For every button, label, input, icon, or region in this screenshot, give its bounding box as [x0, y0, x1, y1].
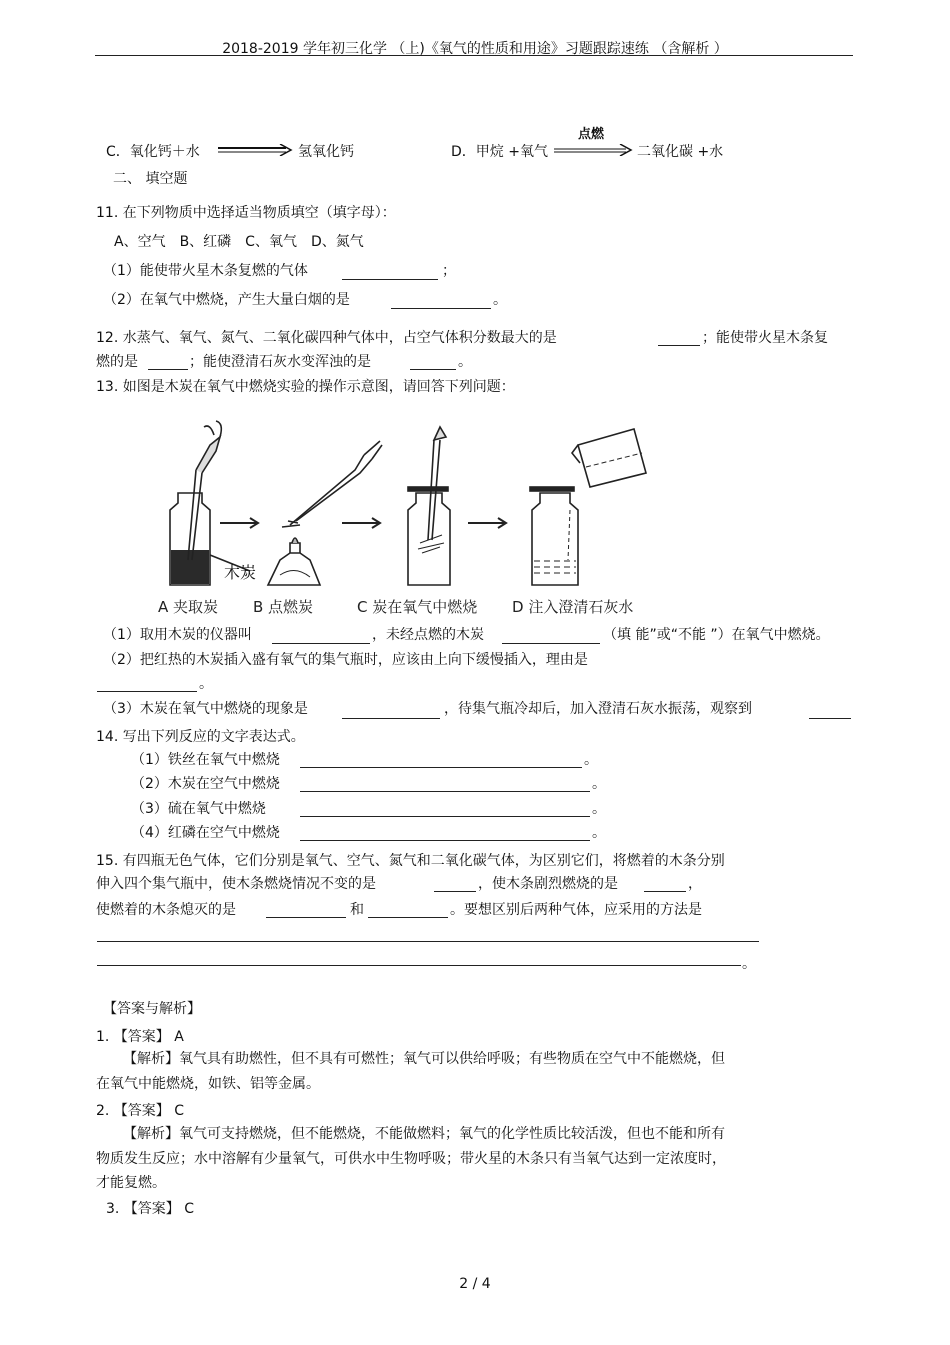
q14-item-1-end: 。 [584, 752, 598, 768]
answer-blank[interactable] [391, 308, 491, 309]
answer-blank[interactable] [300, 816, 590, 817]
answer-1-explanation-line2: 在氧气中能燃烧，如铁、铝等金属。 [96, 1076, 320, 1092]
q11-part1: （1）能使带火星木条复燃的气体 [103, 263, 308, 279]
q15-line1: 15. 有四瓶无色气体，它们分别是氧气、空气、氮气和二氧化碳气体，为区别它们，将燃着的木条分别 [96, 853, 725, 869]
q14-item-3: （3）硫在氧气中燃烧 [131, 801, 266, 817]
equation-d-reactants: D．甲烷 +氧气 [451, 144, 548, 160]
q11-part1-end: ； [442, 263, 456, 279]
answer-blank[interactable] [97, 965, 741, 966]
reaction-arrow-d [552, 144, 634, 156]
answer-blank[interactable] [434, 891, 476, 892]
figure-caption-c: C 炭在氧气中燃烧 [357, 598, 478, 616]
answer-2-explanation-line3: 才能复燃。 [96, 1175, 166, 1191]
q14-item-4-end: 。 [592, 825, 606, 841]
q15-line3-b: 和 [350, 902, 364, 918]
answer-blank[interactable] [658, 345, 700, 346]
q14-item-1: （1）铁丝在氧气中燃烧 [131, 752, 280, 768]
q11-stem: 11. 在下列物质中选择适当物质填空（填字母）： [96, 205, 396, 221]
charcoal-label: 木炭 [224, 563, 257, 582]
q15-line2-a: 伸入四个集气瓶中，使木条燃烧情况不变的是 [96, 876, 376, 892]
q13-stem: 13. 如图是木炭在氧气中燃烧实验的操作示意图，请回答下列问题： [96, 379, 515, 395]
q13-part2-end: 。 [199, 676, 213, 692]
q13-part1-c: （填 能”或“不能 ”）在氧气中燃烧。 [603, 627, 830, 643]
answer-2-explanation-line2: 物质发生反应；水中溶解有少量氧气，可供水中生物呼吸；带火星的木条只有当氧气达到一定浓度时， [96, 1151, 726, 1167]
q11-options: A、空气 B、红磷 C、氧气 D、氮气 [114, 234, 364, 250]
answer-blank[interactable] [644, 891, 686, 892]
q12-line2-b: ；能使澄清石灰水变浑浊的是 [189, 354, 371, 370]
charcoal-experiment-figure [150, 415, 670, 595]
q11-part2: （2）在氧气中燃烧，产生大量白烟的是 [103, 292, 350, 308]
figure-caption-b: B 点燃炭 [253, 598, 314, 616]
q13-part3-b: ，待集气瓶冷却后，加入澄清石灰水振荡，观察到 [444, 701, 752, 717]
equation-c-reactants: C．氧化钙＋水 [106, 144, 200, 160]
answer-blank[interactable] [97, 941, 759, 942]
answer-2: 2. 【答案】 C [96, 1103, 185, 1119]
answer-blank[interactable] [502, 643, 600, 644]
q12-line2-a: 燃的是 [96, 354, 138, 370]
answer-blank[interactable] [342, 718, 440, 719]
figure-caption-d: D 注入澄清石灰水 [512, 598, 634, 616]
reaction-arrow-c [216, 144, 294, 156]
section-title: 二、 填空题 [113, 171, 188, 187]
answer-blank[interactable] [368, 917, 448, 918]
q13-part1-a: （1）取用木炭的仪器叫 [103, 627, 252, 643]
answer-blank[interactable] [410, 369, 456, 370]
q15-line2-c: ， [688, 876, 702, 892]
q14-item-3-end: 。 [592, 801, 606, 817]
q14-item-4: （4）红磷在空气中燃烧 [131, 825, 280, 841]
q15-line2-b: ，使木条剧烈燃烧的是 [478, 876, 618, 892]
q12-line1: 12. 水蒸气、氧气、氮气、二氧化碳四种气体中，占空气体积分数最大的是 [96, 330, 557, 346]
q15-line3-a: 使燃着的木条熄灭的是 [96, 902, 236, 918]
q11-part2-end: 。 [493, 292, 507, 308]
q12-line1-tail: ；能使带火星木条复 [702, 330, 828, 346]
q13-part2-a: （2）把红热的木炭插入盛有氧气的集气瓶时，应该由上向下缓慢插入，理由是 [103, 652, 588, 668]
answer-blank[interactable] [342, 279, 438, 280]
q15-line3-c: 。要想区别后两种气体，应采用的方法是 [450, 902, 702, 918]
q13-part1-b: ，未经点燃的木炭 [372, 627, 484, 643]
answer-blank[interactable] [266, 917, 346, 918]
figure-caption-a: A 夹取炭 [158, 598, 219, 616]
equation-d-product: 二氧化碳 +水 [637, 144, 724, 160]
q15-end: 。 [742, 956, 756, 972]
answer-blank[interactable] [148, 369, 188, 370]
q13-part3-a: （3）木炭在氧气中燃烧的现象是 [103, 701, 308, 717]
answer-blank[interactable] [300, 791, 590, 792]
q12-line2-end: 。 [458, 354, 472, 370]
q14-item-2-end: 。 [592, 776, 606, 792]
q14-item-2: （2）木炭在空气中燃烧 [131, 776, 280, 792]
answer-1-explanation-line1: 【解析】氧气具有助燃性，但不具有可燃性；氧气可以供给呼吸；有些物质在空气中不能燃烧，但 [123, 1051, 725, 1067]
answer-blank[interactable] [300, 767, 582, 768]
answer-blank[interactable] [97, 691, 197, 692]
answers-title: 【答案与解析】 [103, 1001, 201, 1017]
answer-1: 1. 【答案】 A [96, 1029, 184, 1045]
page-number: 2 / 4 [459, 1276, 491, 1292]
answer-3: 3. 【答案】 C [106, 1201, 195, 1217]
answer-2-explanation-line1: 【解析】氧气可支持燃烧，但不能燃烧，不能做燃料；氧气的化学性质比较活泼，但也不能和所有 [123, 1126, 725, 1142]
answer-blank[interactable] [809, 718, 851, 719]
answer-blank[interactable] [272, 643, 370, 644]
header-rule [95, 55, 853, 56]
answer-blank[interactable] [300, 840, 590, 841]
equation-c-product: 氢氧化钙 [298, 144, 354, 160]
q14-stem: 14. 写出下列反应的文字表达式。 [96, 729, 305, 745]
equation-d-condition: 点燃 [578, 127, 605, 142]
page-header-title: 2018-2019 学年初三化学 （上)《氧气的性质和用途》习题跟踪速练 （含解析 ） [222, 41, 728, 57]
